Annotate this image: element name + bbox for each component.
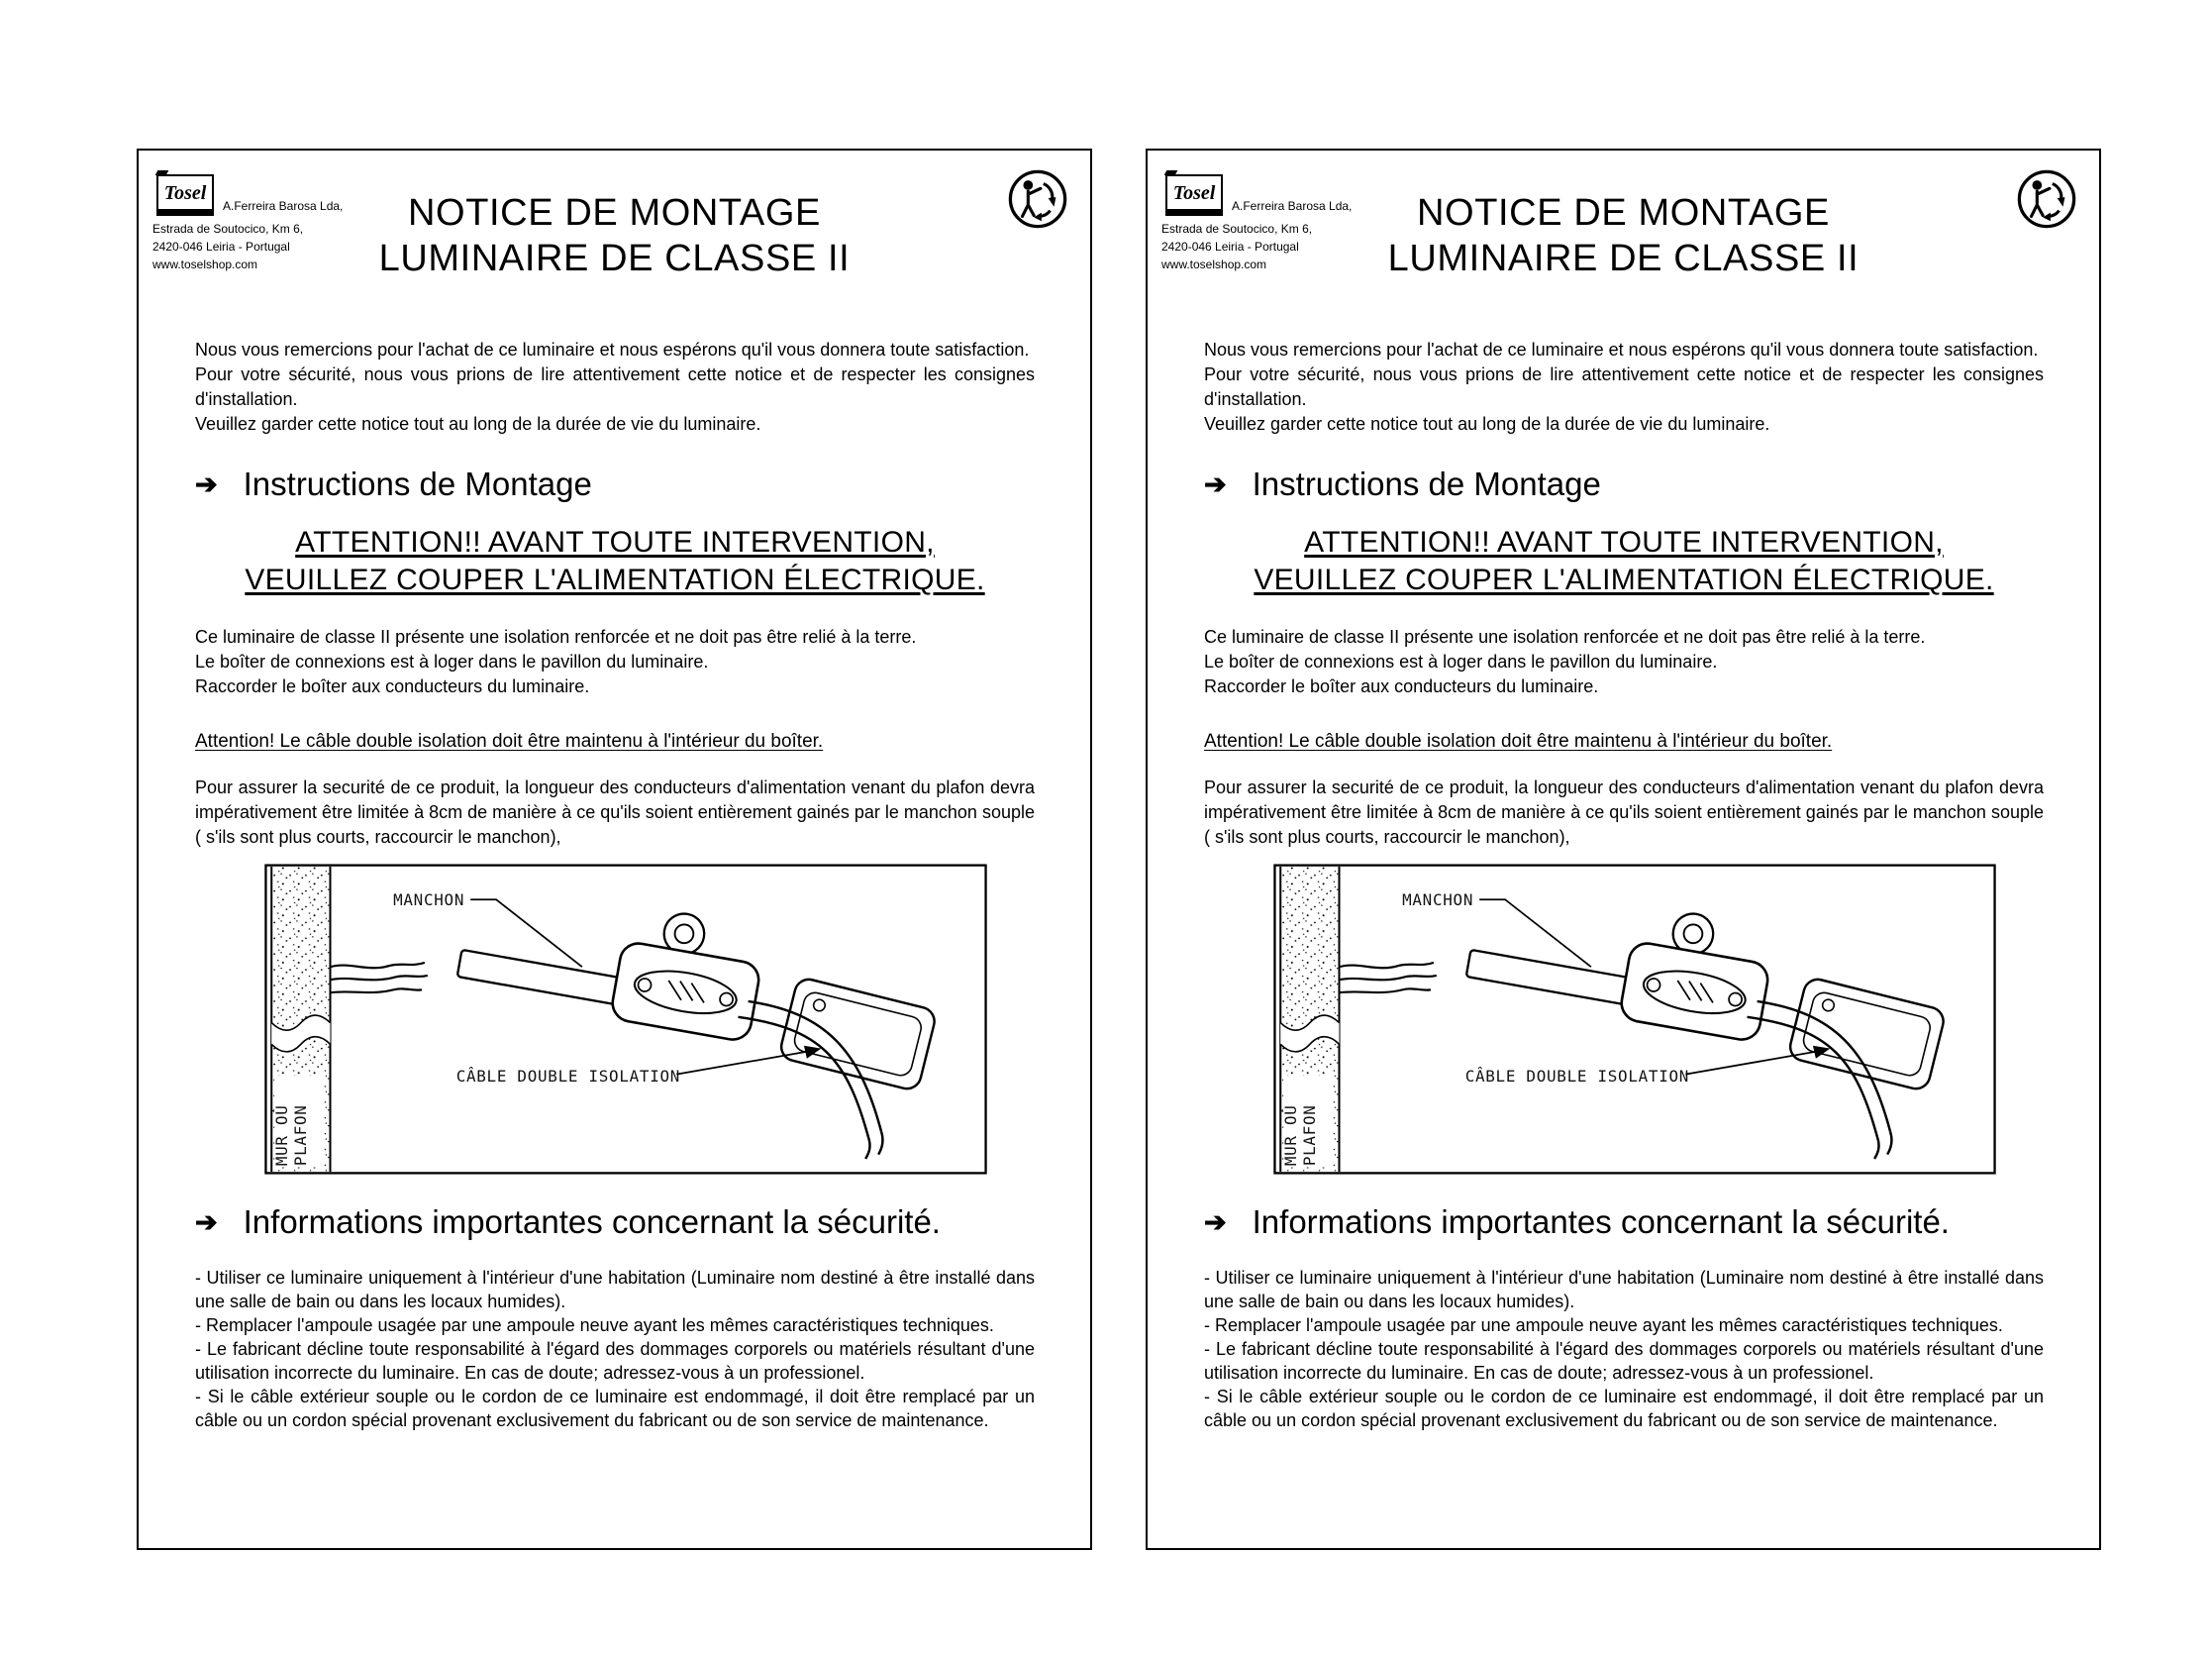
website-text: www.toselshop.com	[152, 258, 258, 271]
warning-block	[1204, 524, 2044, 599]
arrow-icon: ➔	[1204, 1207, 1227, 1237]
safety-list	[195, 1266, 1035, 1432]
arrow-icon: ➔	[195, 469, 218, 499]
class2-info-line: Raccorder le boîter aux conducteurs du luminaire.	[1204, 676, 1599, 696]
notice-page	[1146, 149, 2101, 1550]
section-title: Informations importantes concernant la sécurité.	[243, 1203, 941, 1240]
title-line-1: NOTICE DE MONTAGE	[1417, 192, 1830, 234]
arrow-icon: ➔	[1204, 469, 1227, 499]
address-line-2: 2420-046 Leiria - Portugal	[1161, 240, 1299, 254]
warning-line-2: VEUILLEZ COUPER L'ALIMENTATION ÉLECTRIQUE.	[1254, 564, 1994, 596]
intro-paragraph: Veuillez garder cette notice tout au long de la durée de vie du luminaire.	[1204, 414, 1770, 434]
page-content	[1148, 338, 2099, 1432]
safety-item: - Remplacer l'ampoule usagée par une ampoule neuve ayant les mêmes caractéristiques techniques.	[1204, 1315, 2003, 1335]
company-name: A.Ferreira Barosa Lda,	[223, 199, 344, 213]
section-instructions-montage	[195, 465, 1035, 506]
page-header	[1148, 151, 2099, 304]
arrow-icon: ➔	[195, 1207, 218, 1237]
class2-info-block	[1204, 625, 2044, 699]
supply-wires	[330, 963, 427, 992]
manchon-label: MANCHON	[393, 890, 465, 910]
class2-info-line: Le boîter de connexions est à loger dans le pavillon du luminaire.	[195, 652, 709, 672]
intro-block	[195, 338, 1035, 437]
cable-attention-text: Attention! Le câble double isolation doit être maintenu à l'intérieur du boîter.	[195, 731, 824, 752]
conductors-paragraph: Pour assurer la securité de ce produit, la longueur des conducteurs d'alimentation venant du plafon devra impérativement être limitée à 8cm de manière à ce qu'ils soient entièrement gainés par le manchon souple ( s'ils sont plus courts, raccourcir le manchon),	[195, 778, 1035, 847]
section-informations-securite	[1204, 1202, 2044, 1244]
wall-section	[271, 867, 330, 1172]
triman-svg	[2016, 168, 2077, 230]
notice-page	[137, 149, 1092, 1550]
wall-label-line1: MUR OÙ	[272, 1104, 292, 1167]
section-title: Instructions de Montage	[243, 466, 592, 502]
intro-paragraph: Nous vous remercions pour l'achat de ce luminaire et nous espérons qu'il vous donnera toute satisfaction.	[195, 340, 1030, 360]
cable-label: CÂBLE DOUBLE ISOLATION	[1464, 1066, 1690, 1086]
logo-brand-text: Tosel	[1172, 181, 1216, 204]
diagram-svg	[1273, 864, 1996, 1175]
conductors-paragraph: Pour assurer la securité de ce produit, la longueur des conducteurs d'alimentation venant du plafon devra impérativement être limitée à 8cm de manière à ce qu'ils soient entièrement gainés par le manchon souple ( s'ils sont plus courts, raccourcir le manchon),	[1204, 778, 2044, 847]
cable-label: CÂBLE DOUBLE ISOLATION	[455, 1066, 681, 1086]
section-informations-securite	[195, 1202, 1035, 1244]
section-title: Instructions de Montage	[1252, 466, 1601, 502]
section-title: Informations importantes concernant la sécurité.	[1252, 1203, 1950, 1240]
class2-info-line: Ce luminaire de classe II présente une isolation renforcée et ne doit pas être relié à la terre.	[1204, 627, 1926, 647]
logo-brand-text: Tosel	[163, 181, 207, 204]
safety-item: - Remplacer l'ampoule usagée par une ampoule neuve ayant les mêmes caractéristiques techniques.	[195, 1315, 994, 1335]
page-content	[139, 338, 1090, 1432]
class2-info-line: Raccorder le boîter aux conducteurs du luminaire.	[195, 676, 590, 696]
address-line-1: Estrada de Soutocico, Km 6,	[1161, 222, 1313, 236]
class2-info-line: Le boîter de connexions est à loger dans le pavillon du luminaire.	[1204, 652, 1718, 672]
connection-box	[1619, 904, 1777, 1043]
triman-recycle-icon	[1007, 168, 1068, 230]
safety-item: - Le fabricant décline toute responsabilité à l'égard des dommages corporels ou matériels résultant d'une utilisation incorrecte du luminaire. En cas de doute; adressez-vous à un professionel.	[1204, 1339, 2044, 1383]
safety-list	[1204, 1266, 2044, 1432]
document-title	[139, 190, 1090, 281]
website-text: www.toselshop.com	[1161, 258, 1267, 271]
class2-info-line: Ce luminaire de classe II présente une isolation renforcée et ne doit pas être relié à la terre.	[195, 627, 917, 647]
wall-section	[1280, 867, 1339, 1172]
intro-paragraph: Pour votre sécurité, nous vous prions de lire attentivement cette notice et de respecter les consignes d'installation.	[195, 364, 1035, 409]
section-instructions-montage	[1204, 465, 2044, 506]
cable-attention-text: Attention! Le câble double isolation doit être maintenu à l'intérieur du boîter.	[1204, 731, 1833, 752]
supply-wires	[1339, 963, 1436, 992]
intro-paragraph: Pour votre sécurité, nous vous prions de lire attentivement cette notice et de respecter les consignes d'installation.	[1204, 364, 2044, 409]
wall-label-line2: PLAFON	[290, 1104, 310, 1167]
title-line-2: LUMINAIRE DE CLASSE II	[378, 238, 851, 279]
address-line-1: Estrada de Soutocico, Km 6,	[152, 222, 304, 236]
page-header	[139, 151, 1090, 304]
safety-item: - Le fabricant décline toute responsabilité à l'égard des dommages corporels ou matériels résultant d'une utilisation incorrecte du luminaire. En cas de doute; adressez-vous à un professionel.	[195, 1339, 1035, 1383]
manchon-label: MANCHON	[1402, 890, 1474, 910]
wall-label-line2: PLAFON	[1299, 1104, 1319, 1167]
cable-leader-line	[676, 1052, 808, 1075]
class2-info-block	[195, 625, 1035, 699]
warning-block	[195, 524, 1035, 599]
wall-label-line1: MUR OÙ	[1281, 1104, 1301, 1167]
intro-paragraph: Veuillez garder cette notice tout au long de la durée de vie du luminaire.	[195, 414, 761, 434]
safety-item: - Utiliser ce luminaire uniquement à l'intérieur d'une habitation (Luminaire nom destiné à être installé dans une salle de bain ou dans les locaux humides).	[1204, 1268, 2044, 1311]
safety-item: - Si le câble extérieur souple ou le cordon de ce luminaire est endommagé, il doit être remplacé par un câble ou un cordon spécial provenant exclusivement du fabricant ou de son service de maintenance.	[195, 1387, 1035, 1430]
company-name: A.Ferreira Barosa Lda,	[1232, 199, 1353, 213]
connection-box	[610, 904, 768, 1043]
safety-item: - Utiliser ce luminaire uniquement à l'intérieur d'une habitation (Luminaire nom destiné à être installé dans une salle de bain ou dans les locaux humides).	[195, 1268, 1035, 1311]
warning-line-2: VEUILLEZ COUPER L'ALIMENTATION ÉLECTRIQUE.	[245, 564, 985, 596]
triman-recycle-icon	[2016, 168, 2077, 230]
warning-line-1: ATTENTION!! AVANT TOUTE INTERVENTION,	[1304, 526, 1944, 559]
title-line-1: NOTICE DE MONTAGE	[408, 192, 821, 234]
warning-line-1: ATTENTION!! AVANT TOUTE INTERVENTION,	[295, 526, 935, 559]
installation-diagram	[264, 864, 987, 1175]
intro-paragraph: Nous vous remercions pour l'achat de ce luminaire et nous espérons qu'il vous donnera toute satisfaction.	[1204, 340, 2039, 360]
triman-svg	[1007, 168, 1068, 230]
address-line-2: 2420-046 Leiria - Portugal	[152, 240, 290, 254]
cable-leader-line	[1685, 1052, 1817, 1075]
safety-item: - Si le câble extérieur souple ou le cordon de ce luminaire est endommagé, il doit être remplacé par un câble ou un cordon spécial provenant exclusivement du fabricant ou de son service de maintenance.	[1204, 1387, 2044, 1430]
installation-diagram	[1273, 864, 1996, 1175]
diagram-svg	[264, 864, 987, 1175]
intro-block	[1204, 338, 2044, 437]
title-line-2: LUMINAIRE DE CLASSE II	[1387, 238, 1860, 279]
document-title	[1148, 190, 2099, 281]
